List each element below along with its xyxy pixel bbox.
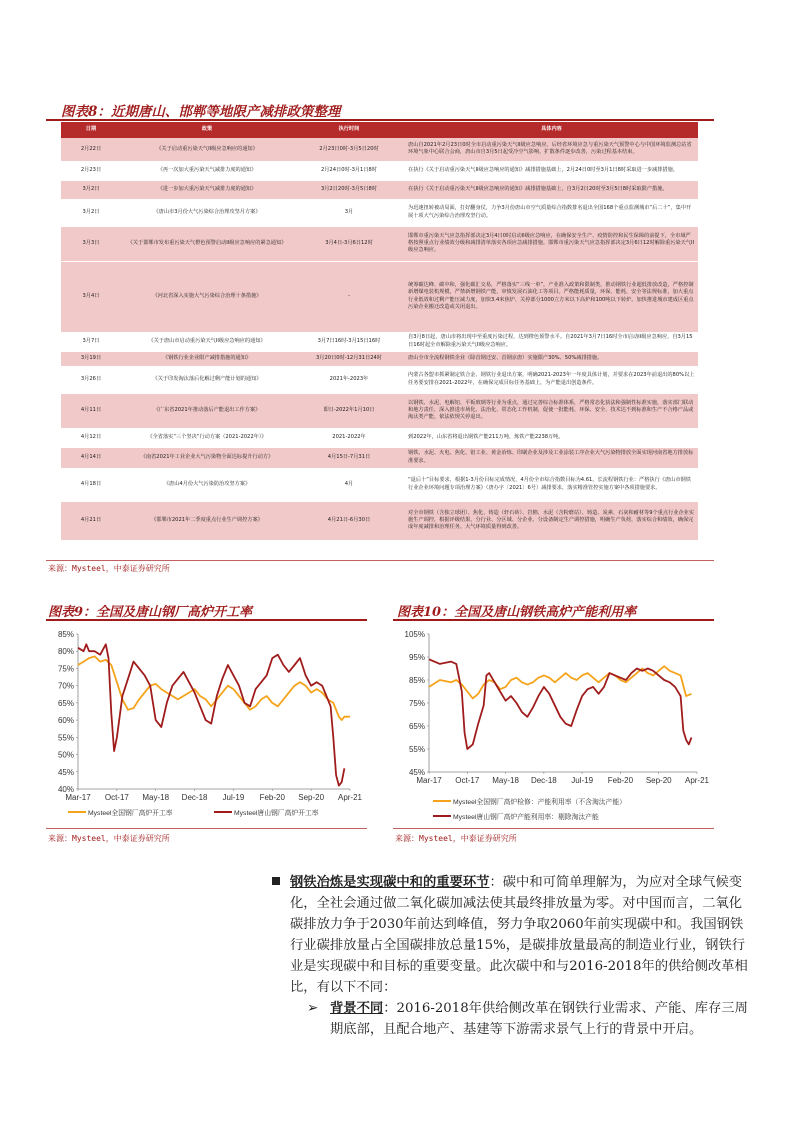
chart1-x-tick-label: May-18 — [142, 793, 170, 802]
chart1-legend-label: Mysteel唐山钢厂高炉开工率 — [234, 810, 319, 817]
figure9-title: 图表9：全国及唐山钢厂高炉开工率 — [48, 605, 253, 620]
chart2-x-tick-label: Mar-17 — [416, 776, 442, 785]
cell-period: 3月7日16时-3月15日16时 — [293, 332, 405, 351]
chart2-legend-label: Mysteel全国钢厂高炉检修：产能利用率（不含淘汰产能） — [453, 799, 626, 806]
chart1-x-tick-label: Jul-19 — [222, 793, 245, 802]
figure9-bottom-rule — [46, 828, 367, 829]
table-row — [61, 366, 698, 393]
figure10-source: 来源：Mysteel，中泰证券研究所 — [395, 834, 517, 843]
chart1-x-tick-label: Sep-20 — [298, 793, 325, 802]
figure10-title: 图表10：全国及唐山钢铁高炉产能利用率 — [397, 605, 637, 620]
cell-date: 2月22日 — [61, 138, 121, 161]
header-period: 执行时间 — [293, 122, 405, 138]
cell-policy: 《关于启动重污染天气II级应急响应的通知》 — [121, 138, 293, 161]
cell-content: 内蒙古各盟市抓紧制定铁合金、钢铁行业退出方案，明确2021-2023年一年度具体计划，并要求在2023年前退出的80%以上任务要安排在2021-2022年，在确保完成目标任务基础上，为产能退出创造条件。 — [405, 366, 698, 393]
cell-content: 为迅速扭转被动局面，打好翻身仗，力争3月份唐山市空气质量综合指数排名退出全国168个重点监测城市“后二十”，集中开展十项大气污染综合治理攻坚行动。 — [405, 199, 698, 226]
cell-period: 2021-2022年 — [293, 428, 405, 447]
sub-lead: 背景不同 — [330, 1001, 384, 1016]
cell-policy: 《唐山市3月份大气污染综合治理攻坚月方案》 — [121, 199, 293, 226]
cell-date: 3月19日 — [61, 351, 121, 366]
chart1-x-tick-label: Mar-17 — [65, 793, 91, 802]
cell-period: 3月20日0时-12月31日24时 — [293, 351, 405, 366]
cell-date: 2月23日 — [61, 161, 121, 180]
chart1-legend-label: Mysteel全国钢厂高炉开工率 — [88, 810, 173, 817]
chart1-svg — [46, 624, 367, 824]
cell-policy: 《河北省深入实施大气污染综合治理十条措施》 — [121, 261, 293, 332]
figure8-source: 来源：Mysteel，中泰证券研究所 — [48, 564, 170, 573]
cell-date: 4月14日 — [61, 447, 121, 468]
chart2-y-tick-label: 55% — [408, 745, 425, 754]
chart2-y-tick-label: 95% — [408, 653, 425, 662]
table-row — [61, 332, 698, 351]
cell-policy: 《唐山4月份大气污染防治攻坚方案》 — [121, 468, 293, 501]
cell-period: 3月2日20时-3月5日8时 — [293, 180, 405, 199]
chart1-y-tick-label: 45% — [57, 767, 74, 777]
cell-content: 以钢铁、水泥、电解铝、平板玻璃等行业为重点，通过完善综合标准体系，严格常态化执法和强制性标准实施，落实部门联动和地方责任，深入推进市场化、法治化、常态化工作机制，促使一批能耗、环保、安全、技术达不到标准和生产不合格产品或淘汰类产能，依法依规关停退出。 — [405, 393, 698, 428]
cell-period: 3月 — [293, 199, 405, 226]
table-bottom-rule — [46, 560, 714, 561]
figure10-rule — [393, 619, 714, 621]
chart1-x-tick-label: Apr-21 — [337, 793, 363, 802]
table-row — [61, 138, 698, 161]
figure8-title: 图表8：近期唐山、邯郸等地限产减排政策整理 — [61, 104, 341, 120]
table-row — [61, 199, 698, 226]
chart2-legend-label: Mysteel唐山钢厂高炉产能利用率：剔除淘汰产能 — [453, 814, 599, 821]
table-row — [61, 351, 698, 366]
chart1-y-tick-label: 70% — [57, 681, 74, 691]
table-row — [61, 161, 698, 180]
table-row — [61, 226, 698, 261]
cell-policy: 《关于印发淘汰落后化解过剩产能计划的通知》 — [121, 366, 293, 393]
chart1-y-tick-label: 65% — [57, 698, 74, 708]
cell-content: 自3月8日起，唐山市将出现中至重度污染过程，达到橙色预警水平。自2021年3月7日16时全市启动II级应急响应，自3月15日16时起全市解除重污染天气II级应急响应。 — [405, 332, 698, 351]
cell-date: 3月4日 — [61, 261, 121, 332]
chart2-y-tick-label: 45% — [408, 768, 425, 777]
cell-date: 3月26日 — [61, 366, 121, 393]
cell-date: 3月2日 — [61, 180, 121, 199]
header-content: 具体内容 — [405, 122, 698, 138]
cell-policy: 《南省2021年工业企业大气污染物全面达标提升行动方》 — [121, 447, 293, 468]
sub-paragraph — [290, 998, 748, 1040]
chart2-x-tick-label: Sep-20 — [645, 776, 672, 785]
chart1-y-tick-label: 55% — [57, 733, 74, 743]
cell-period: - — [293, 261, 405, 332]
cell-content: “退后十”目标要求，根据1-3月份目标完成情况，4月份全市综合指数目标为4.61。长流程钢铁行业：严格执行《唐山市钢铁行业企业环境问题专项治理方案》（唐办字〔2021〕6号）减排要求，落实精准管控实施方案中各项措施要求。 — [405, 468, 698, 501]
cell-content: 钢铁、水泥、火电、焦化、铝工业、黄金冶炼、印刷企业及涉及工业涂装工序企业大气污染物排放全面实现河南省地方排放标准要求。 — [405, 447, 698, 468]
cell-period: 4月21日-6月30日 — [293, 501, 405, 540]
chart1-x-tick-label: Feb-20 — [259, 793, 285, 802]
cell-policy: 《关于唐山市启动重污染天气II级应急响应的通知》 — [121, 332, 293, 351]
chart2-svg — [393, 624, 714, 824]
cell-content: 唐山自2021年2月23日0时全市启动重污染天气II级应急响应。后经省环境应急与重污染天气预警中心与中国环境监测总站省环境气象中心联合会商，唐山市自3月5日起受冷空气影响，扩散条件逐步改善，污染过程基本结束。 — [405, 138, 698, 161]
chart2-y-tick-label: 85% — [408, 676, 425, 685]
policy-table — [61, 122, 698, 541]
cell-policy: 《进一步加大重污染天气减排力度的通知》 — [121, 180, 293, 199]
chart2-x-tick-label: Oct-17 — [455, 776, 480, 785]
cell-date: 4月12日 — [61, 428, 121, 447]
cell-period: 3月4日-3月6日12时 — [293, 226, 405, 261]
table-row — [61, 393, 698, 428]
table-row — [61, 180, 698, 199]
cell-date: 3月7日 — [61, 332, 121, 351]
header-policy: 政策 — [121, 122, 293, 138]
cell-policy: 《再一次加大重污染天气减排力度的通知》 — [121, 161, 293, 180]
figure8-rule — [46, 119, 714, 121]
cell-period: 2月24日0时-3月1日8时 — [293, 161, 405, 180]
chart1-y-tick-label: 80% — [57, 647, 74, 657]
chart2-y-tick-label: 75% — [408, 699, 425, 708]
table-header-row — [61, 122, 698, 138]
cell-date: 4月18日 — [61, 468, 121, 501]
cell-policy: 《广东省2021年推动落后产能退出工作方案》 — [121, 393, 293, 428]
cell-date: 3月3日 — [61, 226, 121, 261]
cell-period: 4月15日-7月31日 — [293, 447, 405, 468]
chart1-x-tick-label: Dec-18 — [181, 793, 208, 802]
cell-policy: 《钢铁行业企业限产减排措施的通知》 — [121, 351, 293, 366]
chart2-x-tick-label: Feb-20 — [607, 776, 634, 785]
cell-period: 2021年-2023年 — [293, 366, 405, 393]
cell-policy: 《关于邯郸市发布重污染天气橙色预警启动II级应急响应的紧急通知》 — [121, 226, 293, 261]
cell-content: 到2022年，山东省将退出钢铁产能211万吨、炼铁产能2238万吨。 — [405, 428, 698, 447]
figure9-source: 来源：Mysteel，中泰证券研究所 — [48, 834, 170, 843]
chart2-y-tick-label: 65% — [408, 722, 425, 731]
figure9-rule — [46, 619, 367, 621]
chart1-x-tick-label: Oct-17 — [104, 793, 129, 802]
cell-date: 4月21日 — [61, 501, 121, 540]
cell-policy: 《邯郸市2021年二季度重点行业生产调控方案》 — [121, 501, 293, 540]
chart2-x-tick-label: Jul-19 — [571, 776, 594, 785]
cell-content: 唐山全市全流程钢铁企业（除首钢迁安、首钢京唐）实施限产30%、50%减排措施。 — [405, 351, 698, 366]
table-row — [61, 447, 698, 468]
cell-period: 即日-2022年1月10日 — [293, 393, 405, 428]
chart1-y-tick-label: 75% — [57, 664, 74, 674]
table-row — [61, 468, 698, 501]
cell-policy: 《全省落实“三个坚决”行动方案（2021-2022年）》 — [121, 428, 293, 447]
cell-content: 对全市钢铁（含独立球团）、焦化、铸造（轩石砖）、岩棉、水泥（含粉磨站）、铸造、炭素、石灰和耐材等9个重点行业企业实施生产调控，根据评级结果，分行业、分区域、分企业、分设备制定生产调控措施，明确生产负荷，落实综合和绩效，确保完成年度减排和治理任务。大气环境质量得到改善。 — [405, 501, 698, 540]
chart2-series-line-1 — [429, 659, 692, 749]
figure10-bottom-rule — [393, 828, 714, 829]
chart1-y-tick-label: 85% — [57, 630, 74, 639]
chart1-y-tick-label: 40% — [57, 785, 74, 794]
cell-period: 4月 — [293, 468, 405, 501]
cell-content: 在执行《关于启动重污染天气II级应急响应的通知》减排措施基础上，自3月2日20时至3月5日8时采取限产措施。 — [405, 180, 698, 199]
body-lead: 钢铁冶炼是实现碳中和的重要环节 — [290, 875, 490, 890]
chart-national-tangshan-bf-operating-rate — [46, 624, 367, 824]
chart1-y-tick-label: 50% — [57, 750, 74, 760]
body-section — [290, 872, 748, 1040]
body-text: ：碳中和可简单理解为，为应对全球气候变化，全社会通过做二氧化碳加减法使其最终排放量为零。对中国而言，二氧化碳排放力争于2030年前达到峰值，努力争取2060年前实现碳中和。我国钢铁行业碳排放量占全国碳排放总量15%，是碳排放量最高的制造业行业，钢铁行业是实现碳中和目标的重要变量。此次碳中和与2016-2018年的供给侧改革相比，有以下不同： — [290, 875, 748, 995]
chart2-x-tick-label: Dec-18 — [530, 776, 557, 785]
chart2-x-tick-label: Apr-21 — [684, 776, 710, 785]
chart2-y-tick-label: 105% — [404, 630, 425, 639]
cell-date: 4月11日 — [61, 393, 121, 428]
chart-national-tangshan-bf-capacity-utilization — [393, 624, 714, 824]
cell-period: 2月23日0时-3月5日20时 — [293, 138, 405, 161]
chart2-x-tick-label: May-18 — [492, 776, 519, 785]
cell-content: 邯郸市重污染天气应急指挥部决定3月4日0时启动II级应急响应，在确保安全生产、疫情防控和民生保障的前提下，全市域严格按照重点行业绩效分级和减排清单落实各项应急减排措施。邯郸市重污染天气应急指挥部决定3月6日12时解除重污染天气II级应急响应。 — [405, 226, 698, 261]
cell-content: 在执行《关于启动重污染天气II级应急响应的通知》减排措施基础上，2月24日0时至3月1日8时采取进一步减排措施。 — [405, 161, 698, 180]
body-paragraph — [290, 872, 748, 998]
chart1-y-tick-label: 60% — [57, 716, 74, 726]
arrow-bullet-icon: ➢ — [307, 1001, 319, 1016]
header-date: 日期 — [61, 122, 121, 138]
chart1-series-line-1 — [78, 644, 344, 785]
sub-text: ：2016-2018年供给侧改革在钢铁行业需求、产能、库存三周期底部，且配合地产、基建等下游需求景气上行的背景中开启。 — [330, 1001, 748, 1037]
table-row — [61, 501, 698, 540]
cell-date: 3月2日 — [61, 199, 121, 226]
table-row — [61, 261, 698, 332]
cell-content: 统筹碳达峰、碳中和，强化碳汇交易，严格落实“三线一单”，产业准入政策和限制类，推动钢铁行业超低排放改造，严格控制新增煤电装机规模，严禁新增钢铁产能，审慎发展石油化工等项目。严格能耗质量，环保、能耗、安全等法规标准，加大重点行业低效和过剩产能压减力度，加快3.4米焦炉、关停部分1000立方米以下高炉和100吨以下转炉。加快推进城市建成区重点污染企业搬迁改造或关闭退出。 — [405, 261, 698, 332]
bullet-square-icon — [272, 877, 280, 885]
table-row — [61, 428, 698, 447]
